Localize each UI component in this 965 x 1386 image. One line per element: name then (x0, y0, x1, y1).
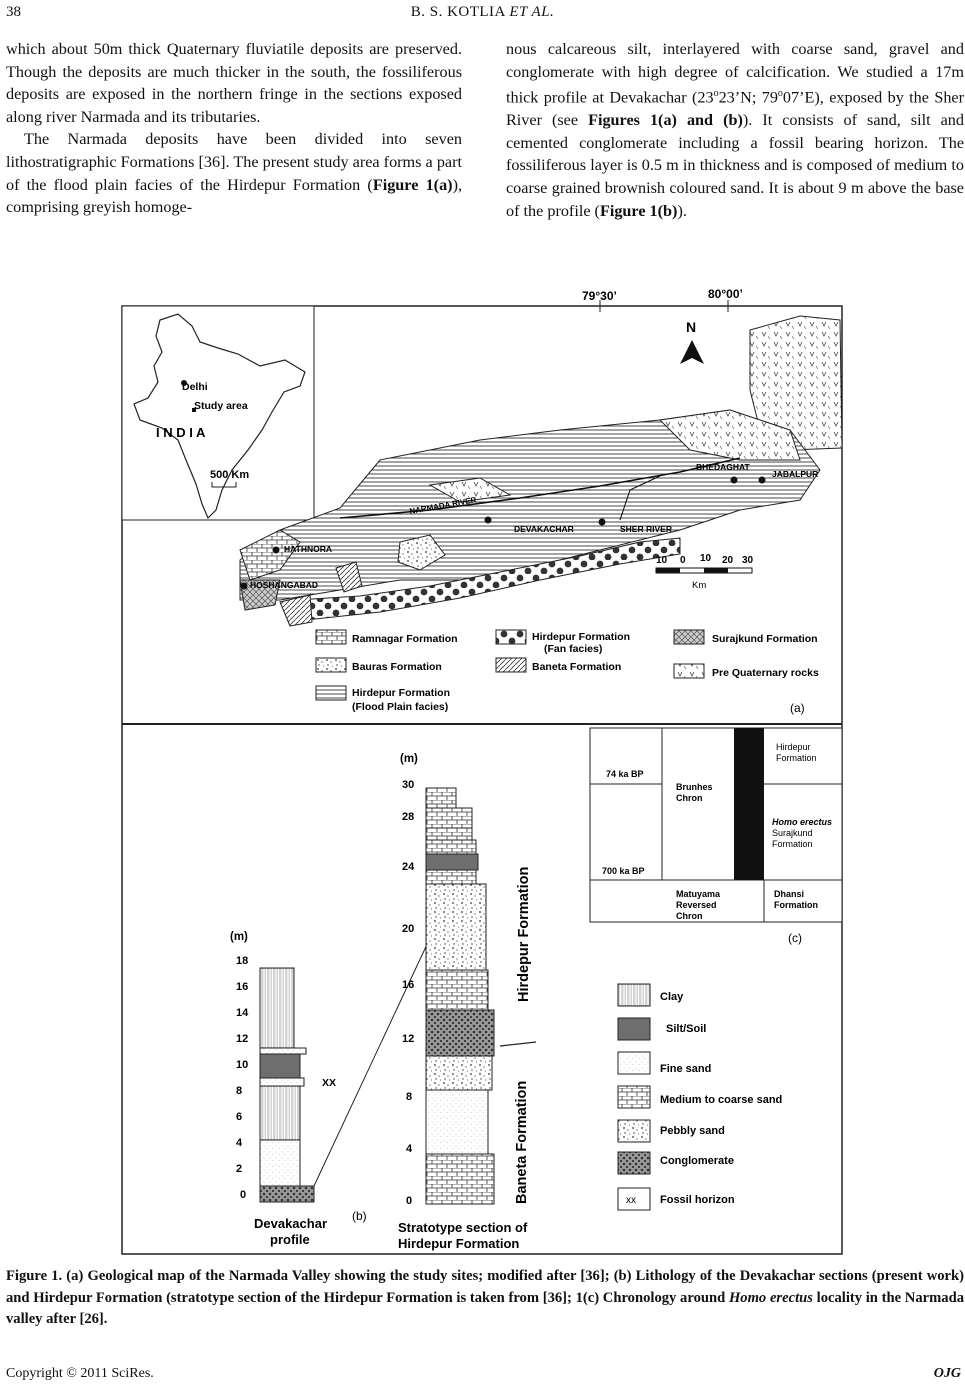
paragraph (6, 128, 462, 218)
devakachar-clay-lower (260, 1086, 300, 1140)
legend-conglomerate: Conglomerate (660, 1155, 734, 1167)
scale-tick: 20 (722, 555, 734, 566)
page-number: 38 (6, 4, 21, 20)
scale-tick: 30 (742, 555, 754, 566)
devakachar-caption: Devakachar (254, 1216, 327, 1231)
legend-swatch-pre-quaternary (674, 664, 704, 678)
depth-tick: 0 (406, 1195, 413, 1207)
devakachar-clay (260, 968, 294, 1048)
stratotype-caption: Stratotype section of (398, 1220, 528, 1235)
footer-copyright: Copyright © 2011 SciRes. (6, 1366, 154, 1381)
chrono-hirdepur-sub: Formation (776, 753, 817, 763)
legend-bauras: Bauras Formation (352, 661, 442, 673)
place-jabalpur: JABALPUR (772, 469, 819, 479)
devakachar-caption-sub: profile (270, 1232, 310, 1247)
chrono-age-2: 700 ka BP (602, 866, 645, 876)
legend-pre-quaternary: Pre Quaternary rocks (712, 667, 819, 679)
legend-hirdepur-flood-sub: (Flood Plain facies) (352, 701, 449, 713)
chrono-matuyama-sub: Reversed (676, 900, 717, 910)
depth-tick: 10 (236, 1059, 249, 1071)
scale-tick: 10 (700, 553, 712, 564)
degree-sup: o (713, 88, 719, 100)
depth-tick: 14 (236, 1007, 249, 1019)
legend-swatch-clay (618, 984, 650, 1006)
caption-text: locality in the Narmada valley after [26]. (6, 1289, 964, 1327)
north-label: N (686, 319, 697, 335)
depth-tick: 16 (402, 979, 415, 991)
chrono-brunhes: Brunhes (676, 782, 713, 792)
caption-text: Figure 1. (a) Geological map of the Narmada Valley showing the study sites; modified after [36]; (b) Lithology of the Devakachar sections (present work) and Hirdepur Formation (stratotype section of the Hirdepur Formation is taken from [36]; 1(c) Chronology around (6, 1268, 964, 1306)
legend-swatch-fine-sand (618, 1052, 650, 1074)
chrono-black-bar (734, 728, 764, 880)
hirdepur-formation-label: Hirdepur Formation (516, 866, 532, 1002)
devakachar-fossil-sand (260, 1078, 304, 1086)
chrono-surajkund: Surajkund (772, 828, 813, 838)
paragraph (506, 38, 964, 222)
devakachar-ticks (236, 955, 249, 1201)
place-devakachar: DEVAKACHAR (514, 524, 574, 534)
devakachar-conglomerate (260, 1186, 314, 1202)
panel-label-a: (a) (790, 701, 805, 715)
inset-label-delhi: Delhi (182, 381, 208, 393)
stratotype-layer (426, 788, 456, 808)
lon-label-2: 80°00’ (708, 287, 743, 301)
legend-fine-sand: Fine sand (660, 1063, 712, 1075)
legend-swatch-medium-sand (618, 1086, 650, 1108)
unit-label-stratotype: (m) (400, 753, 418, 765)
place-marker (599, 519, 606, 526)
figure-ref[interactable]: Figure 1(b) (599, 201, 678, 220)
depth-tick: 24 (402, 861, 415, 873)
legend-swatch-hirdepur-flood (316, 686, 346, 700)
chrono-surajkund-sub: Formation (772, 839, 813, 849)
stratotype-conglomerate (426, 1010, 494, 1056)
legend-pebbly-sand: Pebbly sand (660, 1125, 725, 1137)
lithology-legend (618, 984, 782, 1210)
chrono-dhansi: Dhansi (774, 889, 805, 899)
running-header (0, 4, 965, 21)
panel-label-b: (b) (352, 1209, 367, 1223)
depth-tick: 4 (236, 1137, 243, 1149)
header-authors: B. S. KOTLIA (410, 4, 506, 20)
baneta-formation-label: Baneta Formation (514, 1080, 530, 1204)
fossil-mark: XX (322, 1077, 337, 1089)
legend-swatch-bauras (316, 658, 346, 672)
scale-tick: 0 (680, 555, 686, 566)
stratotype-layer (426, 808, 472, 828)
chrono-dhansi-sub: Formation (774, 900, 818, 910)
inset-label-india: I N D I A (156, 425, 206, 440)
place-hoshangabad: HOSHANGABAD (250, 580, 318, 590)
legend-baneta: Baneta Formation (532, 661, 622, 673)
legend-fossil-box-text: xx (626, 1195, 636, 1206)
place-marker (731, 477, 738, 484)
legend-swatch-hirdepur-fan (496, 630, 526, 644)
depth-tick: 12 (236, 1033, 249, 1045)
depth-tick: 8 (406, 1091, 413, 1103)
place-bhedaghat: BHEDAGHAT (696, 462, 750, 472)
paragraph: which about 50m thick Quaternary fluviatile deposits are preserved. Though the deposits are much thicker in the south, the fossiliferous deposits are exposed in the northern fringe in the sections exposed along river Narmada and its tributaries. (6, 40, 462, 126)
figure-1 (100, 280, 850, 1256)
lon-label-1: 79°30’ (582, 289, 617, 303)
stratotype-fine-sand (426, 1090, 488, 1154)
place-marker (485, 517, 492, 524)
legend-hirdepur-flood: Hirdepur Formation (352, 687, 451, 699)
chronology-table (590, 728, 842, 945)
legend-hirdepur-fan: Hirdepur Formation (532, 631, 631, 643)
chrono-matuyama-sub2: Chron (676, 911, 703, 921)
legend-swatch-baneta (496, 658, 526, 672)
inset-label-study-area: Study area (194, 400, 248, 412)
formation-boundary (500, 1042, 536, 1046)
text-run: 23’N; 79 (718, 88, 778, 107)
panel-label-c: (c) (788, 931, 802, 945)
depth-tick: 30 (402, 779, 415, 791)
legend-fossil-horizon: Fossil horizon (660, 1194, 735, 1206)
depth-tick: 20 (402, 923, 415, 935)
legend-ramnagar: Ramnagar Formation (352, 633, 458, 645)
legend-hirdepur-fan-sub: (Fan facies) (544, 643, 603, 655)
inset-label-scale: 500 Km (210, 469, 250, 481)
scale-tick: 10 (656, 555, 668, 566)
place-narmada-river: NARMADA RIVER (408, 495, 478, 516)
stratotype-layer (426, 870, 476, 884)
depth-tick: 6 (236, 1111, 243, 1123)
degree-sup: o (777, 88, 783, 100)
left-column (6, 38, 462, 219)
depth-tick: 28 (402, 811, 415, 823)
caption-italic: Homo erectus (728, 1289, 813, 1306)
correlation-line (314, 938, 430, 1186)
text-run: nous calcareous silt, interlayered with coarse sand, gravel and conglomerate with high degree of calcification. We studied a 17m thick profile at Devakachar (23 (506, 40, 964, 107)
chrono-hirdepur: Hirdepur (776, 742, 811, 752)
stratotype-medium-sand (426, 970, 488, 1010)
north-arrow-icon (680, 340, 704, 364)
place-marker (241, 583, 248, 590)
scale-bar-segment (704, 568, 728, 573)
stratotype-base (426, 1154, 494, 1204)
devakachar-fine-sand-lower (260, 1140, 300, 1186)
legend-swatch-surajkund (674, 630, 704, 644)
legend-silt-soil: Silt/Soil (666, 1023, 707, 1035)
legend-surajkund: Surajkund Formation (712, 633, 818, 645)
place-sher-river: SHER RIVER (620, 524, 672, 534)
chrono-homo-erectus: Homo erectus (772, 817, 833, 827)
depth-tick: 8 (236, 1085, 243, 1097)
text-run: The Narmada deposits have been divided into seven lithostratigraphic Formations [36]. The present study area forms a part of the flood plain facies of the Hirdepur Formation ( (6, 130, 462, 194)
stratotype-caption-sub: Hirdepur Formation (398, 1236, 520, 1251)
depth-tick: 12 (402, 1033, 415, 1045)
stratotype-silt (426, 854, 478, 870)
legend-swatch-conglomerate (618, 1152, 650, 1174)
footer-journal: OJG (933, 1366, 961, 1381)
place-hathnora: HATHNORA (284, 544, 333, 554)
stratotype-layer (426, 840, 476, 854)
stratotype-pebbly-lower (426, 1056, 492, 1090)
figure-caption (6, 1266, 964, 1331)
depth-tick: 0 (240, 1189, 247, 1201)
scale-bar-segment (656, 568, 680, 573)
legend-swatch-ramnagar (316, 630, 346, 644)
text-run: ), comprising greyish homoge- (6, 175, 462, 217)
place-marker (273, 547, 280, 554)
depth-tick: 4 (406, 1143, 413, 1155)
unit-label-devakachar: (m) (230, 931, 248, 943)
chrono-matuyama: Matuyama (676, 889, 721, 899)
legend-medium-sand: Medium to coarse sand (660, 1094, 783, 1106)
header-et-al: ET AL. (509, 4, 555, 20)
stratotype-pebbly-sand (426, 884, 486, 970)
text-run: ). (677, 201, 687, 220)
devakachar-fine-sand (260, 1048, 306, 1054)
scale-unit: Km (692, 580, 707, 591)
chrono-age-1: 74 ka BP (606, 769, 644, 779)
figure-ref[interactable]: Figure 1(a) (372, 175, 453, 194)
legend-swatch-pebbly-sand (618, 1120, 650, 1142)
chrono-brunhes-sub: Chron (676, 793, 703, 803)
depth-tick: 18 (236, 955, 249, 967)
text-run: 07’E), exposed by the Sher River (see (506, 88, 965, 130)
place-marker (759, 477, 766, 484)
depth-tick: 2 (236, 1163, 243, 1175)
legend-clay: Clay (660, 991, 684, 1003)
devakachar-silt-soil (260, 1054, 300, 1078)
legend-swatch-silt-soil (618, 1018, 650, 1040)
text-run: ). It consists of sand, silt and cemented conglomerate including a fossil bearing horizon. The fossiliferous layer is 0.5 m in thickness and is composed of medium to coarse grained brownish coloured sand. It is about 9 m above the base of the profile ( (506, 111, 964, 220)
right-column (506, 38, 964, 222)
figure-ref[interactable]: Figures 1(a) and (b) (588, 111, 743, 130)
depth-tick: 16 (236, 981, 249, 993)
stratotype-layer (426, 828, 472, 840)
